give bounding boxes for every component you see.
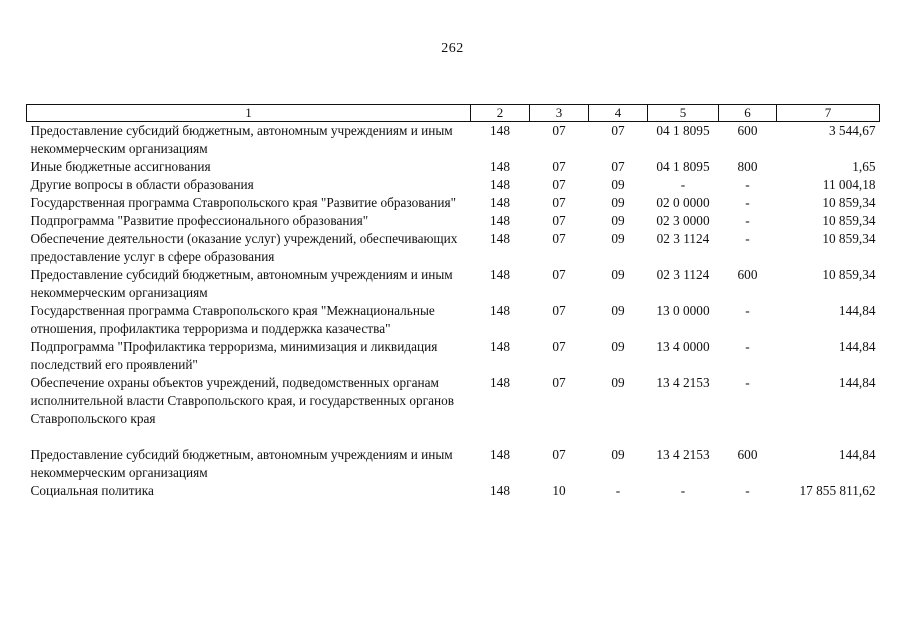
page-number: 262: [441, 41, 464, 56]
row-expense-type: -: [745, 339, 750, 354]
table-row: [27, 122, 880, 159]
row-ministry-code: 148: [490, 483, 510, 498]
row-expense-type: 600: [737, 447, 758, 462]
table-row: [27, 194, 880, 212]
row-ministry-code: 148: [490, 339, 510, 354]
row-expense-type: -: [745, 231, 750, 246]
row-target-code: -: [680, 177, 686, 192]
table-row: [27, 158, 880, 176]
row-subsection-code: 09: [611, 213, 625, 228]
row-target-code: 13 4 2153: [656, 447, 710, 462]
row-section-code: 07: [552, 159, 566, 174]
row-section-code: 07: [552, 231, 566, 246]
table-row: [27, 266, 880, 302]
column-header-4: 4: [589, 105, 648, 122]
row-subsection-code: 09: [611, 267, 625, 282]
row-section-code: 07: [552, 195, 566, 210]
row-name: Иные бюджетные ассигнования: [30, 159, 211, 174]
row-section-code: 07: [552, 339, 566, 354]
row-amount: 10 859,34: [822, 213, 876, 228]
row-amount: 144,84: [838, 447, 876, 462]
row-ministry-code: 148: [490, 231, 510, 246]
row-expense-type: -: [745, 177, 750, 192]
row-name: Социальная политика: [30, 483, 154, 498]
row-name: Подпрограмма "Профилактика терроризма, минимизация и ликвидация последствий его проявлений": [30, 339, 438, 372]
table-row: [27, 374, 880, 428]
row-expense-type: -: [745, 195, 750, 210]
row-amount: 1,65: [852, 159, 876, 174]
table-row: [27, 176, 880, 194]
column-header-7: 7: [777, 105, 880, 122]
row-expense-type: -: [745, 375, 750, 390]
column-header-1: 1: [27, 105, 471, 122]
row-name: Предоставление субсидий бюджетным, автономным учреждениям и иным некоммерческим организациям: [30, 267, 453, 300]
spacer-cell: [27, 428, 880, 446]
row-subsection-code: -: [615, 483, 621, 498]
row-target-code: 13 0 0000: [656, 303, 710, 318]
row-amount: 3 544,67: [828, 123, 876, 138]
row-ministry-code: 148: [490, 375, 510, 390]
table-row: [27, 302, 880, 338]
row-subsection-code: 07: [611, 123, 625, 138]
column-header-6: 6: [719, 105, 777, 122]
row-target-code: 02 3 1124: [656, 267, 710, 282]
row-section-code: 07: [552, 303, 566, 318]
row-subsection-code: 07: [611, 159, 625, 174]
row-expense-type: 600: [737, 267, 758, 282]
row-ministry-code: 148: [490, 195, 510, 210]
table-row: [27, 482, 880, 500]
row-subsection-code: 09: [611, 375, 625, 390]
row-target-code: 02 0 0000: [656, 195, 710, 210]
row-amount: 10 859,34: [822, 231, 876, 246]
row-ministry-code: 148: [490, 213, 510, 228]
row-amount: 144,84: [838, 303, 876, 318]
row-expense-type: -: [745, 213, 750, 228]
row-amount: 10 859,34: [822, 267, 876, 282]
row-target-code: -: [680, 483, 686, 498]
budget-table: [26, 104, 880, 500]
column-header-5: 5: [648, 105, 719, 122]
table-header-row: [27, 105, 880, 122]
row-target-code: 04 1 8095: [656, 123, 710, 138]
table-row: [27, 446, 880, 482]
row-ministry-code: 148: [490, 447, 510, 462]
row-section-code: 07: [552, 375, 566, 390]
row-ministry-code: 148: [490, 159, 510, 174]
row-target-code: 13 4 2153: [656, 375, 710, 390]
row-name: Государственная программа Ставропольского края "Межнациональные отношения, профилактика терроризма и поддержка казачества": [30, 303, 435, 336]
row-expense-type: -: [745, 303, 750, 318]
row-subsection-code: 09: [611, 447, 625, 462]
row-subsection-code: 09: [611, 339, 625, 354]
row-target-code: 04 1 8095: [656, 159, 710, 174]
row-section-code: 07: [552, 123, 566, 138]
row-ministry-code: 148: [490, 303, 510, 318]
row-section-code: 07: [552, 213, 566, 228]
row-name: Обеспечение деятельности (оказание услуг) учреждений, обеспечивающих предоставление услуг в сфере образования: [30, 231, 458, 264]
row-subsection-code: 09: [611, 231, 625, 246]
row-amount: 10 859,34: [822, 195, 876, 210]
row-name: Другие вопросы в области образования: [30, 177, 254, 192]
row-amount: 11 004,18: [822, 177, 876, 192]
row-target-code: 02 3 1124: [656, 231, 710, 246]
table-row: [27, 212, 880, 230]
row-name: Подпрограмма "Развитие профессионального образования": [30, 213, 369, 228]
row-name: Государственная программа Ставропольского края "Развитие образования": [30, 195, 457, 210]
row-ministry-code: 148: [490, 177, 510, 192]
row-subsection-code: 09: [611, 303, 625, 318]
column-header-3: 3: [530, 105, 589, 122]
row-expense-type: -: [745, 483, 750, 498]
column-header-2: 2: [471, 105, 530, 122]
row-target-code: 13 4 0000: [656, 339, 710, 354]
row-amount: 144,84: [838, 339, 876, 354]
row-ministry-code: 148: [490, 267, 510, 282]
row-ministry-code: 148: [490, 123, 510, 138]
row-amount: 17 855 811,62: [799, 483, 876, 498]
row-expense-type: 600: [737, 123, 758, 138]
row-section-code: 10: [552, 483, 566, 498]
row-name: Обеспечение охраны объектов учреждений, подведомственных органам исполнительной власти Ставропольского края, и государственных органов Ставропольского края: [30, 375, 455, 426]
row-expense-type: 800: [737, 159, 758, 174]
table-row: [27, 338, 880, 374]
row-subsection-code: 09: [611, 195, 625, 210]
row-target-code: 02 3 0000: [656, 213, 710, 228]
table-spacer-row: [27, 428, 880, 446]
row-name: Предоставление субсидий бюджетным, автономным учреждениям и иным некоммерческим организациям: [30, 123, 453, 156]
row-subsection-code: 09: [611, 177, 625, 192]
row-amount: 144,84: [838, 375, 876, 390]
row-name: Предоставление субсидий бюджетным, автономным учреждениям и иным некоммерческим организациям: [30, 447, 453, 480]
row-section-code: 07: [552, 177, 566, 192]
table-row: [27, 230, 880, 266]
row-section-code: 07: [552, 447, 566, 462]
row-section-code: 07: [552, 267, 566, 282]
